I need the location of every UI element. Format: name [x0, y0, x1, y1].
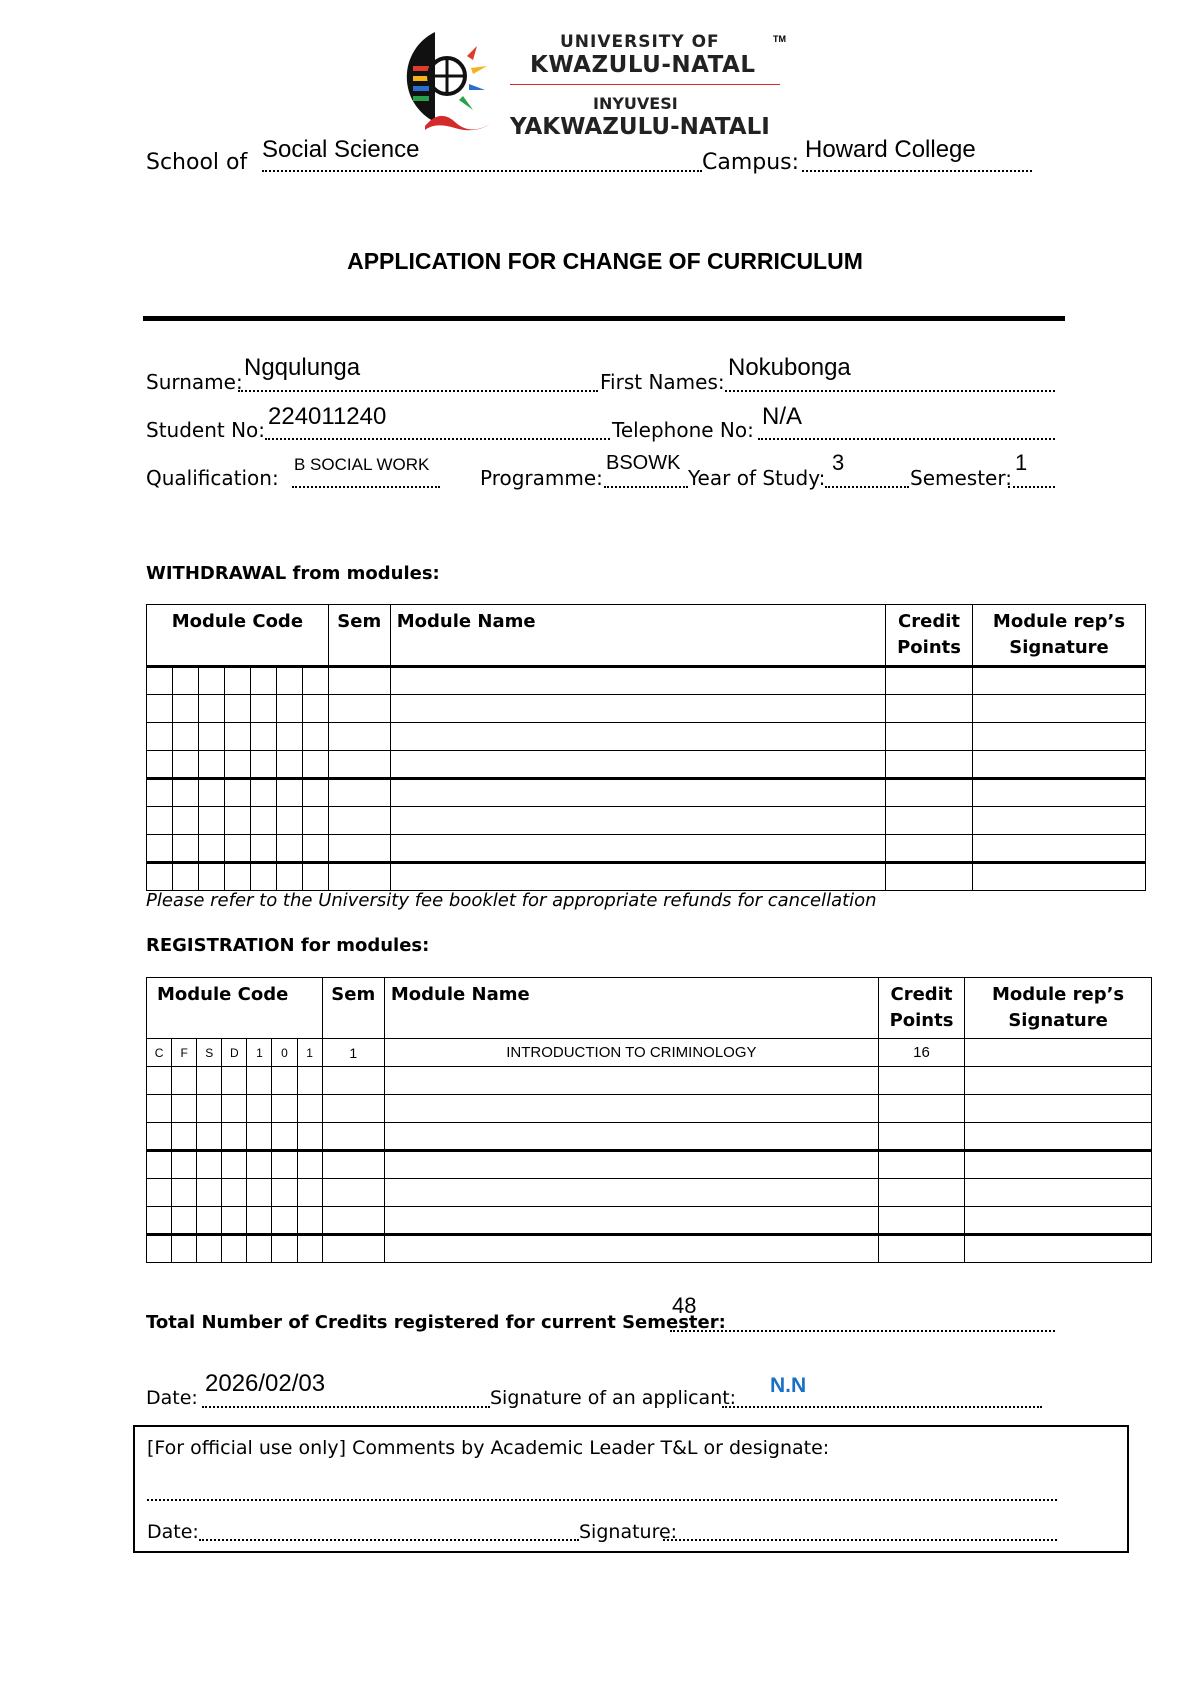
withdrawal-cell[interactable]	[276, 835, 302, 863]
withdrawal-cell[interactable]	[276, 779, 302, 807]
registration-cell[interactable]	[172, 1235, 197, 1263]
registration-cell[interactable]	[172, 1095, 197, 1123]
withdrawal-col-sem: Sem	[328, 605, 390, 667]
university-emblem-icon	[395, 26, 505, 146]
withdrawal-row[interactable]	[147, 779, 1146, 807]
registration-cell[interactable]	[965, 1067, 1152, 1095]
title-rule	[143, 316, 1065, 321]
registration-col-credit-points	[878, 978, 964, 1039]
applicant-signature-value[interactable]: N.N	[770, 1374, 807, 1397]
withdrawal-cell[interactable]	[973, 835, 1146, 863]
campus-label: Campus:	[702, 150, 800, 175]
registration-col-rep-line1: Module rep’s	[992, 984, 1125, 1005]
withdrawal-cell[interactable]	[250, 807, 276, 835]
official-use-box	[133, 1425, 1129, 1553]
registration-cell[interactable]	[272, 1067, 297, 1095]
registration-cell[interactable]	[197, 1207, 222, 1235]
registration-cell[interactable]	[222, 1179, 247, 1207]
registration-cell[interactable]	[197, 1067, 222, 1095]
refund-note: Please refer to the University fee booklet for appropriate refunds for cancellation	[146, 890, 877, 911]
registration-cell[interactable]	[222, 1235, 247, 1263]
registration-cell[interactable]	[197, 1179, 222, 1207]
registration-cell[interactable]	[965, 1095, 1152, 1123]
registration-cell[interactable]	[965, 1123, 1152, 1151]
withdrawal-cell[interactable]	[224, 807, 250, 835]
logo-text-line2: KWAZULU-NATAL	[530, 52, 756, 78]
withdrawal-cell[interactable]	[198, 863, 224, 891]
withdrawal-cell[interactable]	[276, 723, 302, 751]
registration-cell[interactable]	[878, 1095, 964, 1123]
registration-row[interactable]	[147, 1207, 1152, 1235]
registration-code-cell[interactable]: F	[172, 1039, 197, 1067]
withdrawal-cell[interactable]	[147, 667, 173, 695]
total-credits-label: Total Number of Credits registered for current Semester:	[146, 1312, 726, 1333]
school-label: School of	[146, 150, 248, 175]
telephone-label: Telephone No:	[612, 418, 754, 442]
registration-sem-cell[interactable]: 1	[322, 1039, 384, 1067]
registration-row[interactable]	[147, 1151, 1152, 1179]
registration-cell[interactable]	[965, 1235, 1152, 1263]
surname-label: Surname:	[146, 370, 243, 394]
withdrawal-cell[interactable]	[224, 835, 250, 863]
registration-cell[interactable]	[147, 1095, 172, 1123]
registration-cell[interactable]	[878, 1151, 964, 1179]
registration-cell[interactable]	[147, 1123, 172, 1151]
registration-cell[interactable]	[172, 1179, 197, 1207]
withdrawal-cell[interactable]	[302, 751, 328, 779]
registration-cell[interactable]	[322, 1151, 384, 1179]
registration-col-rep-line2: Signature	[1008, 1010, 1108, 1031]
registration-cell[interactable]	[384, 1207, 878, 1235]
qualification-value[interactable]: B SOCIAL WORK	[294, 455, 430, 474]
withdrawal-cell[interactable]	[224, 667, 250, 695]
registration-cell[interactable]	[222, 1151, 247, 1179]
first-names-value[interactable]: Nokubonga	[728, 354, 851, 381]
withdrawal-cell[interactable]	[886, 667, 973, 695]
withdrawal-row[interactable]	[147, 723, 1146, 751]
registration-cell[interactable]	[197, 1235, 222, 1263]
withdrawal-row[interactable]	[147, 835, 1146, 863]
registration-col-rep-signature	[965, 978, 1152, 1039]
withdrawal-cell[interactable]	[147, 695, 173, 723]
withdrawal-row[interactable]	[147, 667, 1146, 695]
withdrawal-cell[interactable]	[224, 723, 250, 751]
registration-cell[interactable]	[384, 1067, 878, 1095]
withdrawal-col-rep-signature	[973, 605, 1146, 667]
withdrawal-cell[interactable]	[886, 695, 973, 723]
registration-cell[interactable]	[878, 1123, 964, 1151]
surname-dotted-line	[238, 390, 598, 392]
university-logo	[395, 26, 795, 146]
withdrawal-cell[interactable]	[302, 695, 328, 723]
withdrawal-cell[interactable]	[886, 807, 973, 835]
official-comment-dotted-line[interactable]	[147, 1499, 1057, 1501]
withdrawal-cell[interactable]	[147, 779, 173, 807]
withdrawal-cell[interactable]	[328, 667, 390, 695]
programme-dotted-line	[604, 486, 688, 488]
registration-cell[interactable]	[965, 1179, 1152, 1207]
date-value[interactable]: 2026/02/03	[205, 1370, 326, 1397]
year-of-study-value[interactable]: 3	[832, 450, 845, 475]
registration-row[interactable]	[147, 1067, 1152, 1095]
withdrawal-cell[interactable]	[250, 667, 276, 695]
registration-col-module-code: Module Code	[147, 978, 323, 1039]
withdrawal-cell[interactable]	[973, 807, 1146, 835]
registration-code-cell[interactable]: 1	[247, 1039, 272, 1067]
registration-cell[interactable]	[297, 1207, 322, 1235]
registration-cell[interactable]	[297, 1095, 322, 1123]
school-dotted-line	[262, 170, 702, 172]
withdrawal-cell[interactable]	[973, 779, 1146, 807]
date-dotted-line	[202, 1406, 490, 1408]
withdrawal-cell[interactable]	[172, 667, 198, 695]
withdrawal-cell[interactable]	[973, 695, 1146, 723]
withdrawal-cell[interactable]	[198, 779, 224, 807]
registration-col-sem: Sem	[322, 978, 384, 1039]
official-signature-label: Signature:	[579, 1521, 678, 1543]
registration-cell[interactable]	[247, 1207, 272, 1235]
withdrawal-cell[interactable]	[886, 723, 973, 751]
withdrawal-cell[interactable]	[328, 751, 390, 779]
registration-credit-cell[interactable]: 16	[878, 1039, 964, 1067]
withdrawal-cell[interactable]	[250, 863, 276, 891]
registration-cell[interactable]	[247, 1095, 272, 1123]
withdrawal-cell[interactable]	[172, 863, 198, 891]
registration-cell[interactable]	[322, 1179, 384, 1207]
registration-cell[interactable]	[384, 1095, 878, 1123]
programme-label: Programme:	[480, 466, 603, 490]
registration-cell[interactable]	[965, 1207, 1152, 1235]
registration-code-cell[interactable]: C	[147, 1039, 172, 1067]
semester-value[interactable]: 1	[1015, 450, 1028, 475]
qualification-dotted-line	[292, 486, 440, 488]
withdrawal-cell[interactable]	[390, 667, 885, 695]
date-label: Date:	[146, 1387, 198, 1409]
registration-cell[interactable]	[272, 1095, 297, 1123]
withdrawal-col-credit-line1: Credit	[898, 611, 961, 632]
registration-cell[interactable]	[878, 1179, 964, 1207]
withdrawal-cell[interactable]	[390, 807, 885, 835]
registration-signature-cell[interactable]	[965, 1039, 1152, 1067]
qualification-label: Qualification:	[146, 466, 279, 490]
withdrawal-cell[interactable]	[302, 863, 328, 891]
registration-row[interactable]	[147, 1179, 1152, 1207]
withdrawal-cell[interactable]	[250, 695, 276, 723]
withdrawal-cell[interactable]	[172, 779, 198, 807]
withdrawal-cell[interactable]	[886, 751, 973, 779]
registration-cell[interactable]	[197, 1123, 222, 1151]
registration-row[interactable]	[147, 1039, 1152, 1067]
withdrawal-cell[interactable]	[973, 751, 1146, 779]
logo-tm: TM	[773, 34, 786, 44]
registration-cell[interactable]	[322, 1095, 384, 1123]
campus-dotted-line	[802, 170, 1032, 172]
registration-cell[interactable]	[965, 1151, 1152, 1179]
official-date-label: Date:	[147, 1521, 199, 1543]
official-date-dotted-line[interactable]	[199, 1539, 579, 1541]
withdrawal-cell[interactable]	[198, 751, 224, 779]
withdrawal-col-rep-line2: Signature	[1009, 637, 1109, 658]
registration-cell[interactable]	[297, 1235, 322, 1263]
logo-text-line1: UNIVERSITY OF	[560, 32, 720, 52]
withdrawal-row[interactable]	[147, 695, 1146, 723]
withdrawal-cell[interactable]	[147, 835, 173, 863]
campus-value[interactable]: Howard College	[805, 136, 976, 163]
registration-cell[interactable]	[322, 1207, 384, 1235]
semester-dotted-line	[1008, 486, 1055, 488]
withdrawal-cell[interactable]	[390, 723, 885, 751]
withdrawal-cell[interactable]	[147, 807, 173, 835]
registration-cell[interactable]	[272, 1235, 297, 1263]
withdrawal-cell[interactable]	[390, 835, 885, 863]
withdrawal-col-module-name: Module Name	[390, 605, 885, 667]
withdrawal-col-credit-line2: Points	[897, 637, 961, 658]
registration-cell[interactable]	[222, 1095, 247, 1123]
registration-cell[interactable]	[247, 1179, 272, 1207]
student-no-dotted-line	[265, 438, 610, 440]
registration-cell[interactable]	[384, 1179, 878, 1207]
withdrawal-cell[interactable]	[172, 751, 198, 779]
school-value[interactable]: Social Science	[262, 136, 420, 163]
withdrawal-cell[interactable]	[390, 863, 885, 891]
registration-cell[interactable]	[172, 1151, 197, 1179]
registration-cell[interactable]	[297, 1067, 322, 1095]
logo-divider	[510, 84, 780, 85]
withdrawal-row[interactable]	[147, 863, 1146, 891]
registration-cell[interactable]	[272, 1123, 297, 1151]
withdrawal-cell[interactable]	[276, 667, 302, 695]
withdrawal-cell[interactable]	[224, 751, 250, 779]
registration-cell[interactable]	[222, 1123, 247, 1151]
first-names-label: First Names:	[600, 370, 725, 394]
withdrawal-cell[interactable]	[198, 723, 224, 751]
applicant-signature-dotted-line	[722, 1406, 1042, 1408]
withdrawal-cell[interactable]	[302, 723, 328, 751]
registration-cell[interactable]	[197, 1095, 222, 1123]
total-credits-dotted-line	[670, 1330, 1055, 1332]
registration-col-credit-line1: Credit	[890, 984, 953, 1005]
registration-row[interactable]	[147, 1095, 1152, 1123]
registration-cell[interactable]	[297, 1123, 322, 1151]
telephone-value[interactable]: N/A	[762, 403, 803, 430]
withdrawal-cell[interactable]	[250, 835, 276, 863]
withdrawal-cell[interactable]	[172, 695, 198, 723]
registration-cell[interactable]	[247, 1151, 272, 1179]
registration-cell[interactable]	[322, 1123, 384, 1151]
withdrawal-cell[interactable]	[328, 807, 390, 835]
withdrawal-cell[interactable]	[250, 723, 276, 751]
registration-cell[interactable]	[147, 1179, 172, 1207]
registration-row[interactable]	[147, 1123, 1152, 1151]
withdrawal-cell[interactable]	[302, 779, 328, 807]
registration-cell[interactable]	[878, 1207, 964, 1235]
registration-cell[interactable]	[222, 1207, 247, 1235]
first-names-dotted-line	[725, 390, 1055, 392]
withdrawal-cell[interactable]	[276, 863, 302, 891]
withdrawal-row[interactable]	[147, 807, 1146, 835]
page-title: APPLICATION FOR CHANGE OF CURRICULUM	[347, 248, 863, 274]
registration-cell[interactable]	[147, 1067, 172, 1095]
registration-cell[interactable]	[384, 1123, 878, 1151]
withdrawal-cell[interactable]	[224, 695, 250, 723]
registration-code-cell[interactable]: D	[222, 1039, 247, 1067]
student-no-value[interactable]: 224011240	[268, 403, 387, 430]
withdrawal-cell[interactable]	[147, 863, 173, 891]
withdrawal-cell[interactable]	[302, 835, 328, 863]
registration-cell[interactable]	[247, 1235, 272, 1263]
withdrawal-cell[interactable]	[276, 751, 302, 779]
registration-code-cell[interactable]: S	[197, 1039, 222, 1067]
registration-code-cell[interactable]: 0	[272, 1039, 297, 1067]
withdrawal-cell[interactable]	[328, 835, 390, 863]
registration-cell[interactable]	[878, 1067, 964, 1095]
registration-cell[interactable]	[384, 1235, 878, 1263]
withdrawal-cell[interactable]	[276, 695, 302, 723]
registration-code-cell[interactable]: 1	[297, 1039, 322, 1067]
registration-cell[interactable]	[322, 1067, 384, 1095]
telephone-dotted-line	[758, 438, 1055, 440]
withdrawal-cell[interactable]	[172, 807, 198, 835]
registration-module-name-cell[interactable]: INTRODUCTION TO CRIMINOLOGY	[384, 1039, 878, 1067]
withdrawal-cell[interactable]	[147, 723, 173, 751]
withdrawal-cell[interactable]	[250, 779, 276, 807]
withdrawal-table	[146, 604, 1146, 891]
year-of-study-label: Year of Study:	[688, 466, 826, 490]
registration-cell[interactable]	[272, 1179, 297, 1207]
registration-cell[interactable]	[384, 1151, 878, 1179]
withdrawal-cell[interactable]	[390, 779, 885, 807]
withdrawal-cell[interactable]	[973, 667, 1146, 695]
withdrawal-heading: WITHDRAWAL from modules:	[146, 563, 440, 584]
withdrawal-cell[interactable]	[328, 863, 390, 891]
withdrawal-cell[interactable]	[886, 779, 973, 807]
withdrawal-cell[interactable]	[172, 723, 198, 751]
registration-cell[interactable]	[272, 1151, 297, 1179]
logo-text-line3: INYUVESI	[593, 94, 678, 113]
registration-table	[146, 977, 1152, 1263]
registration-row[interactable]	[147, 1235, 1152, 1263]
registration-cell[interactable]	[222, 1067, 247, 1095]
withdrawal-cell[interactable]	[198, 667, 224, 695]
withdrawal-cell[interactable]	[224, 863, 250, 891]
withdrawal-cell[interactable]	[172, 835, 198, 863]
withdrawal-cell[interactable]	[198, 807, 224, 835]
registration-cell[interactable]	[147, 1207, 172, 1235]
withdrawal-cell[interactable]	[147, 751, 173, 779]
withdrawal-cell[interactable]	[328, 723, 390, 751]
withdrawal-row[interactable]	[147, 751, 1146, 779]
registration-col-module-name: Module Name	[384, 978, 878, 1039]
withdrawal-cell[interactable]	[886, 835, 973, 863]
total-credits-value[interactable]: 48	[672, 1293, 697, 1318]
withdrawal-cell[interactable]	[198, 835, 224, 863]
registration-cell[interactable]	[247, 1123, 272, 1151]
withdrawal-col-credit-points	[886, 605, 973, 667]
withdrawal-cell[interactable]	[390, 751, 885, 779]
registration-cell[interactable]	[197, 1151, 222, 1179]
withdrawal-cell[interactable]	[276, 807, 302, 835]
withdrawal-cell[interactable]	[250, 751, 276, 779]
registration-cell[interactable]	[172, 1123, 197, 1151]
withdrawal-cell[interactable]	[302, 667, 328, 695]
semester-label: Semester:	[910, 466, 1012, 490]
registration-cell[interactable]	[172, 1207, 197, 1235]
student-no-label: Student No:	[146, 418, 266, 442]
withdrawal-cell[interactable]	[973, 723, 1146, 751]
registration-cell[interactable]	[878, 1235, 964, 1263]
withdrawal-cell[interactable]	[886, 863, 973, 891]
withdrawal-cell[interactable]	[224, 779, 250, 807]
registration-col-credit-line2: Points	[889, 1010, 954, 1031]
registration-cell[interactable]	[147, 1235, 172, 1263]
registration-heading: REGISTRATION for modules:	[146, 935, 430, 956]
withdrawal-cell[interactable]	[302, 807, 328, 835]
withdrawal-cell[interactable]	[390, 695, 885, 723]
registration-cell[interactable]	[272, 1207, 297, 1235]
applicant-signature-label: Signature of an applicant:	[490, 1387, 737, 1409]
withdrawal-cell[interactable]	[973, 863, 1146, 891]
registration-cell[interactable]	[297, 1179, 322, 1207]
withdrawal-cell[interactable]	[328, 695, 390, 723]
surname-value[interactable]: Ngqulunga	[244, 354, 361, 381]
withdrawal-cell[interactable]	[328, 779, 390, 807]
withdrawal-col-module-code: Module Code	[147, 605, 329, 667]
registration-cell[interactable]	[172, 1067, 197, 1095]
programme-value[interactable]: BSOWK	[606, 452, 681, 474]
logo-text-line4: YAKWAZULU-NATALI	[510, 114, 770, 140]
registration-cell[interactable]	[322, 1235, 384, 1263]
withdrawal-col-rep-line1: Module rep’s	[992, 611, 1126, 632]
year-of-study-dotted-line	[825, 486, 909, 488]
withdrawal-cell[interactable]	[198, 695, 224, 723]
registration-cell[interactable]	[247, 1067, 272, 1095]
registration-cell[interactable]	[297, 1151, 322, 1179]
registration-cell[interactable]	[147, 1151, 172, 1179]
official-signature-dotted-line[interactable]	[663, 1539, 1057, 1541]
official-use-heading: [For official use only] Comments by Academic Leader T&L or designate:	[147, 1437, 830, 1459]
